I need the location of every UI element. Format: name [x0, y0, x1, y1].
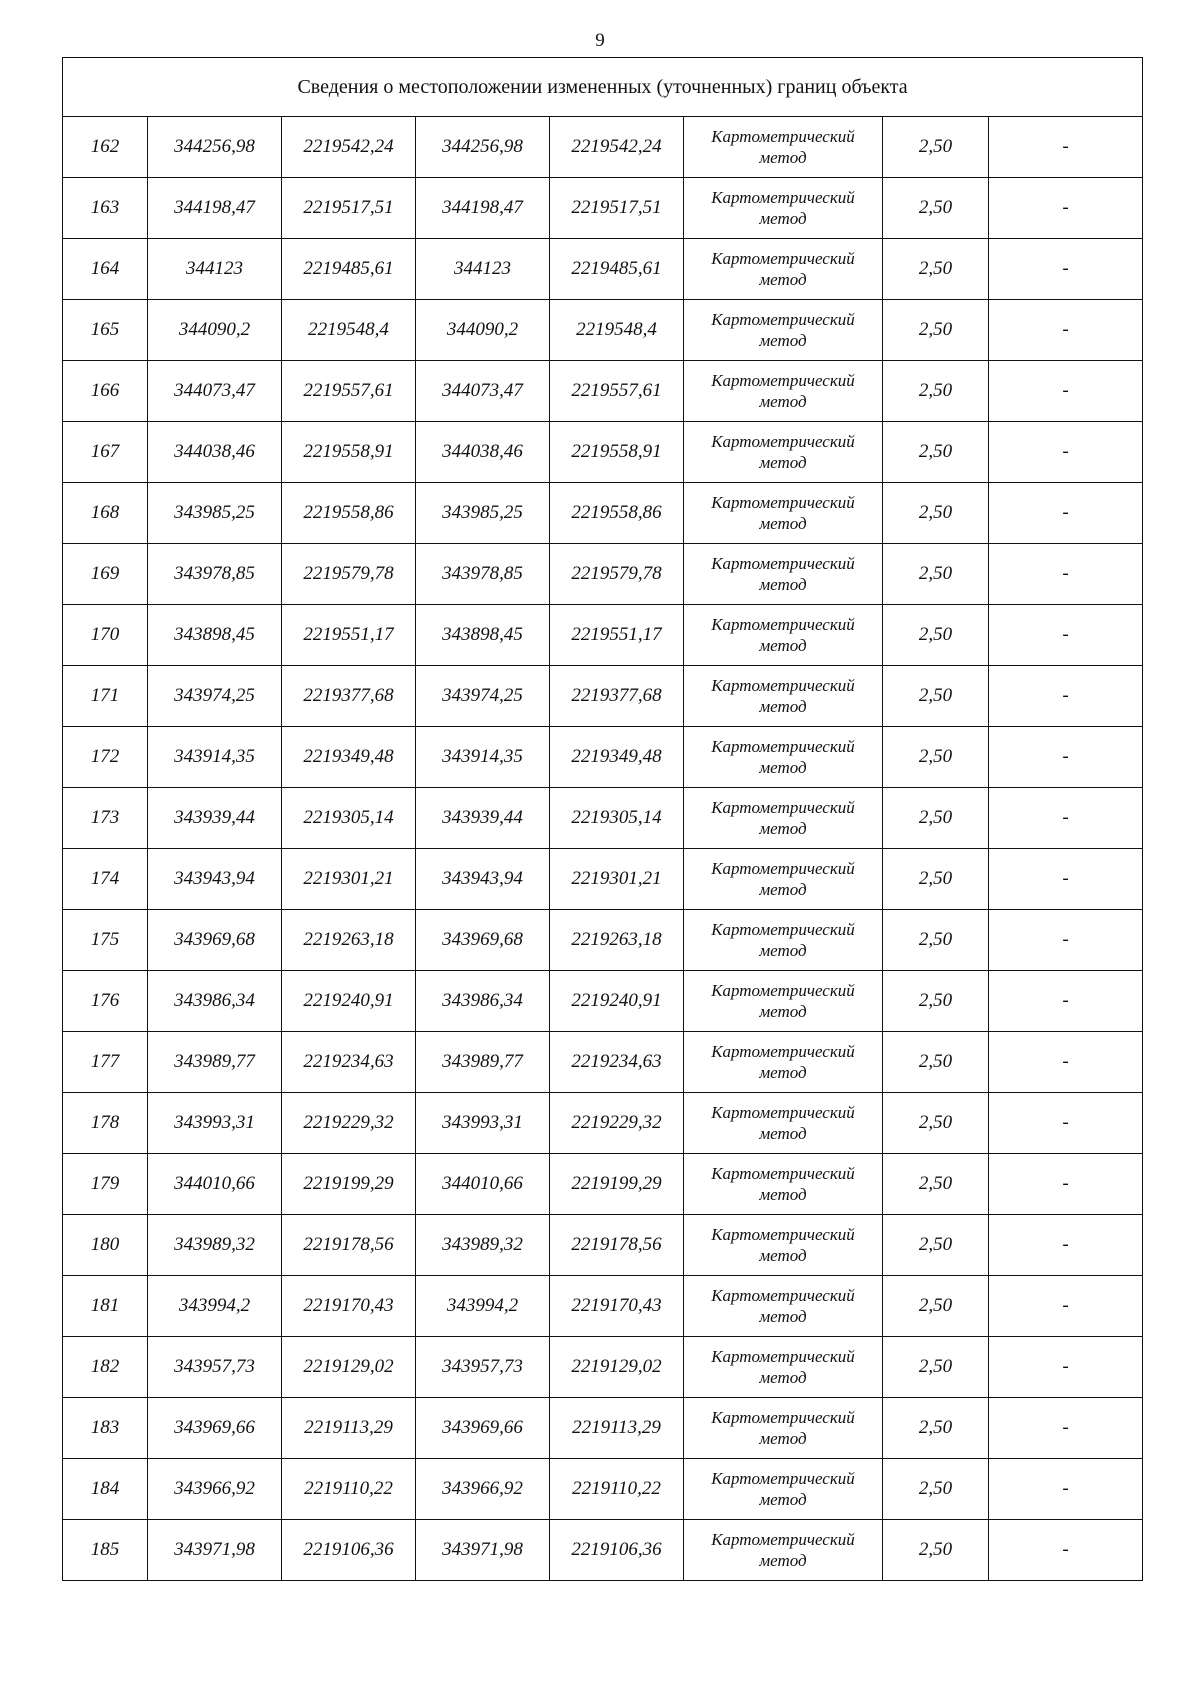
x-new-cell: 343974,25	[416, 666, 550, 727]
table-row	[63, 849, 1143, 910]
x-new-cell: 343989,32	[416, 1215, 550, 1276]
y-new-cell: 2219110,22	[550, 1459, 684, 1520]
y-new-cell: 2219263,18	[550, 910, 684, 971]
x-new-cell: 343978,85	[416, 544, 550, 605]
table-row	[63, 788, 1143, 849]
point-number-cell: 180	[63, 1215, 148, 1276]
x-old-cell: 344038,46	[148, 422, 282, 483]
x-new-cell: 344090,2	[416, 300, 550, 361]
x-new-cell: 344256,98	[416, 117, 550, 178]
method-label-line2: метод	[759, 514, 807, 533]
point-number-cell: 176	[63, 971, 148, 1032]
y-old-cell: 2219199,29	[282, 1154, 416, 1215]
x-old-cell: 344198,47	[148, 178, 282, 239]
method-label-line2: метод	[759, 1246, 807, 1265]
x-old-cell: 343978,85	[148, 544, 282, 605]
method-cell	[684, 1215, 883, 1276]
method-label-line2: метод	[759, 270, 807, 289]
y-new-cell: 2219240,91	[550, 971, 684, 1032]
method-label-line2: метод	[759, 697, 807, 716]
method-label-line1: Картометрический	[711, 554, 855, 573]
x-old-cell: 343898,45	[148, 605, 282, 666]
table-title-row	[63, 58, 1143, 117]
point-number-cell: 170	[63, 605, 148, 666]
method-label-line2: метод	[759, 1185, 807, 1204]
note-cell: -	[989, 1154, 1143, 1215]
accuracy-cell: 2,50	[883, 1398, 989, 1459]
x-old-cell: 343969,66	[148, 1398, 282, 1459]
x-old-cell: 343969,68	[148, 910, 282, 971]
table-row	[63, 1337, 1143, 1398]
table-row	[63, 239, 1143, 300]
method-cell	[684, 361, 883, 422]
y-new-cell: 2219557,61	[550, 361, 684, 422]
x-new-cell: 343994,2	[416, 1276, 550, 1337]
point-number-cell: 185	[63, 1520, 148, 1581]
x-new-cell: 343898,45	[416, 605, 550, 666]
boundary-coordinates-table	[62, 57, 1143, 1581]
method-cell	[684, 910, 883, 971]
note-cell: -	[989, 971, 1143, 1032]
x-new-cell: 344073,47	[416, 361, 550, 422]
table-row	[63, 544, 1143, 605]
x-old-cell: 343971,98	[148, 1520, 282, 1581]
note-cell: -	[989, 666, 1143, 727]
y-old-cell: 2219129,02	[282, 1337, 416, 1398]
table-row	[63, 178, 1143, 239]
y-old-cell: 2219113,29	[282, 1398, 416, 1459]
y-old-cell: 2219551,17	[282, 605, 416, 666]
method-label-line1: Картометрический	[711, 493, 855, 512]
y-old-cell: 2219349,48	[282, 727, 416, 788]
point-number-cell: 167	[63, 422, 148, 483]
method-cell	[684, 1154, 883, 1215]
page-number: 9	[595, 30, 605, 51]
note-cell: -	[989, 483, 1143, 544]
method-label-line2: метод	[759, 941, 807, 960]
method-cell	[684, 971, 883, 1032]
table-row	[63, 1154, 1143, 1215]
point-number-cell: 177	[63, 1032, 148, 1093]
method-label-line1: Картометрический	[711, 920, 855, 939]
method-label-line2: метод	[759, 1429, 807, 1448]
point-number-cell: 181	[63, 1276, 148, 1337]
note-cell: -	[989, 178, 1143, 239]
table-row	[63, 605, 1143, 666]
method-label-line1: Картометрический	[711, 1408, 855, 1427]
note-cell: -	[989, 849, 1143, 910]
x-new-cell: 343939,44	[416, 788, 550, 849]
x-new-cell: 343993,31	[416, 1093, 550, 1154]
point-number-cell: 175	[63, 910, 148, 971]
y-old-cell: 2219305,14	[282, 788, 416, 849]
method-label-line1: Картометрический	[711, 615, 855, 634]
method-label-line1: Картометрический	[711, 1042, 855, 1061]
x-new-cell: 343989,77	[416, 1032, 550, 1093]
point-number-cell: 165	[63, 300, 148, 361]
table-row	[63, 117, 1143, 178]
method-cell	[684, 239, 883, 300]
y-old-cell: 2219548,4	[282, 300, 416, 361]
method-label-line1: Картометрический	[711, 371, 855, 390]
method-label-line1: Картометрический	[711, 188, 855, 207]
y-old-cell: 2219558,86	[282, 483, 416, 544]
x-new-cell: 343966,92	[416, 1459, 550, 1520]
x-old-cell: 343966,92	[148, 1459, 282, 1520]
point-number-cell: 178	[63, 1093, 148, 1154]
y-old-cell: 2219234,63	[282, 1032, 416, 1093]
note-cell: -	[989, 1276, 1143, 1337]
y-old-cell: 2219263,18	[282, 910, 416, 971]
accuracy-cell: 2,50	[883, 1154, 989, 1215]
y-new-cell: 2219548,4	[550, 300, 684, 361]
x-new-cell: 343969,68	[416, 910, 550, 971]
method-label-line2: метод	[759, 1063, 807, 1082]
accuracy-cell: 2,50	[883, 1337, 989, 1398]
method-cell	[684, 1398, 883, 1459]
y-new-cell: 2219129,02	[550, 1337, 684, 1398]
method-label-line2: метод	[759, 453, 807, 472]
method-label-line1: Картометрический	[711, 127, 855, 146]
note-cell: -	[989, 544, 1143, 605]
method-cell	[684, 1032, 883, 1093]
method-label-line1: Картометрический	[711, 1225, 855, 1244]
x-new-cell: 343971,98	[416, 1520, 550, 1581]
table-row	[63, 971, 1143, 1032]
accuracy-cell: 2,50	[883, 1459, 989, 1520]
y-old-cell: 2219485,61	[282, 239, 416, 300]
note-cell: -	[989, 300, 1143, 361]
y-old-cell: 2219542,24	[282, 117, 416, 178]
y-new-cell: 2219199,29	[550, 1154, 684, 1215]
method-cell	[684, 849, 883, 910]
y-new-cell: 2219234,63	[550, 1032, 684, 1093]
x-old-cell: 344010,66	[148, 1154, 282, 1215]
method-cell	[684, 1093, 883, 1154]
y-new-cell: 2219542,24	[550, 117, 684, 178]
table-row	[63, 300, 1143, 361]
method-label-line2: метод	[759, 1002, 807, 1021]
method-label-line1: Картометрический	[711, 798, 855, 817]
y-old-cell: 2219178,56	[282, 1215, 416, 1276]
accuracy-cell: 2,50	[883, 1276, 989, 1337]
method-label-line1: Картометрический	[711, 981, 855, 1000]
method-label-line2: метод	[759, 880, 807, 899]
note-cell: -	[989, 1032, 1143, 1093]
accuracy-cell: 2,50	[883, 178, 989, 239]
accuracy-cell: 2,50	[883, 300, 989, 361]
x-new-cell: 343985,25	[416, 483, 550, 544]
x-old-cell: 343985,25	[148, 483, 282, 544]
y-new-cell: 2219579,78	[550, 544, 684, 605]
note-cell: -	[989, 1337, 1143, 1398]
method-cell	[684, 727, 883, 788]
x-old-cell: 344073,47	[148, 361, 282, 422]
x-old-cell: 344090,2	[148, 300, 282, 361]
method-label-line1: Картометрический	[711, 249, 855, 268]
accuracy-cell: 2,50	[883, 1520, 989, 1581]
method-label-line2: метод	[759, 1490, 807, 1509]
method-cell	[684, 422, 883, 483]
method-label-line2: метод	[759, 1551, 807, 1570]
method-cell	[684, 178, 883, 239]
y-new-cell: 2219178,56	[550, 1215, 684, 1276]
y-old-cell: 2219517,51	[282, 178, 416, 239]
method-cell	[684, 1276, 883, 1337]
accuracy-cell: 2,50	[883, 422, 989, 483]
note-cell: -	[989, 1398, 1143, 1459]
method-label-line1: Картометрический	[711, 1530, 855, 1549]
method-label-line2: метод	[759, 392, 807, 411]
method-cell	[684, 788, 883, 849]
method-label-line2: метод	[759, 575, 807, 594]
y-new-cell: 2219170,43	[550, 1276, 684, 1337]
y-new-cell: 2219485,61	[550, 239, 684, 300]
method-label-line2: метод	[759, 1124, 807, 1143]
accuracy-cell: 2,50	[883, 544, 989, 605]
table-row	[63, 1398, 1143, 1459]
point-number-cell: 174	[63, 849, 148, 910]
point-number-cell: 163	[63, 178, 148, 239]
method-label-line2: метод	[759, 1307, 807, 1326]
table-row	[63, 422, 1143, 483]
y-new-cell: 2219349,48	[550, 727, 684, 788]
y-old-cell: 2219301,21	[282, 849, 416, 910]
x-old-cell: 343986,34	[148, 971, 282, 1032]
y-old-cell: 2219110,22	[282, 1459, 416, 1520]
point-number-cell: 171	[63, 666, 148, 727]
method-label-line1: Картометрический	[711, 1103, 855, 1122]
x-old-cell: 343974,25	[148, 666, 282, 727]
y-old-cell: 2219170,43	[282, 1276, 416, 1337]
method-label-line1: Картометрический	[711, 859, 855, 878]
x-new-cell: 343957,73	[416, 1337, 550, 1398]
y-new-cell: 2219305,14	[550, 788, 684, 849]
x-old-cell: 343993,31	[148, 1093, 282, 1154]
accuracy-cell: 2,50	[883, 1032, 989, 1093]
method-label-line1: Картометрический	[711, 1347, 855, 1366]
table-row	[63, 1032, 1143, 1093]
note-cell: -	[989, 727, 1143, 788]
point-number-cell: 183	[63, 1398, 148, 1459]
point-number-cell: 184	[63, 1459, 148, 1520]
accuracy-cell: 2,50	[883, 788, 989, 849]
accuracy-cell: 2,50	[883, 971, 989, 1032]
y-new-cell: 2219377,68	[550, 666, 684, 727]
x-old-cell: 343989,77	[148, 1032, 282, 1093]
accuracy-cell: 2,50	[883, 666, 989, 727]
y-new-cell: 2219301,21	[550, 849, 684, 910]
method-label-line2: метод	[759, 819, 807, 838]
method-label-line1: Картометрический	[711, 676, 855, 695]
point-number-cell: 182	[63, 1337, 148, 1398]
accuracy-cell: 2,50	[883, 605, 989, 666]
method-label-line1: Картометрический	[711, 1469, 855, 1488]
method-cell	[684, 1337, 883, 1398]
accuracy-cell: 2,50	[883, 117, 989, 178]
x-new-cell: 343969,66	[416, 1398, 550, 1459]
point-number-cell: 162	[63, 117, 148, 178]
point-number-cell: 169	[63, 544, 148, 605]
y-new-cell: 2219113,29	[550, 1398, 684, 1459]
method-label-line1: Картометрический	[711, 432, 855, 451]
note-cell: -	[989, 1520, 1143, 1581]
method-label-line2: метод	[759, 331, 807, 350]
note-cell: -	[989, 1215, 1143, 1276]
method-cell	[684, 483, 883, 544]
accuracy-cell: 2,50	[883, 849, 989, 910]
accuracy-cell: 2,50	[883, 1215, 989, 1276]
x-new-cell: 344010,66	[416, 1154, 550, 1215]
x-old-cell: 343989,32	[148, 1215, 282, 1276]
note-cell: -	[989, 1093, 1143, 1154]
y-old-cell: 2219558,91	[282, 422, 416, 483]
table-row	[63, 361, 1143, 422]
method-label-line1: Картометрический	[711, 1164, 855, 1183]
table-row	[63, 483, 1143, 544]
x-old-cell: 344123	[148, 239, 282, 300]
note-cell: -	[989, 361, 1143, 422]
method-cell	[684, 666, 883, 727]
x-new-cell: 344198,47	[416, 178, 550, 239]
point-number-cell: 166	[63, 361, 148, 422]
table-row	[63, 910, 1143, 971]
method-label-line2: метод	[759, 209, 807, 228]
method-label-line2: метод	[759, 636, 807, 655]
y-old-cell: 2219229,32	[282, 1093, 416, 1154]
method-cell	[684, 544, 883, 605]
x-new-cell: 344038,46	[416, 422, 550, 483]
point-number-cell: 179	[63, 1154, 148, 1215]
y-new-cell: 2219551,17	[550, 605, 684, 666]
table-row	[63, 1215, 1143, 1276]
accuracy-cell: 2,50	[883, 239, 989, 300]
accuracy-cell: 2,50	[883, 361, 989, 422]
x-old-cell: 343957,73	[148, 1337, 282, 1398]
accuracy-cell: 2,50	[883, 1093, 989, 1154]
method-cell	[684, 117, 883, 178]
y-old-cell: 2219106,36	[282, 1520, 416, 1581]
method-cell	[684, 1459, 883, 1520]
x-old-cell: 344256,98	[148, 117, 282, 178]
accuracy-cell: 2,50	[883, 483, 989, 544]
note-cell: -	[989, 1459, 1143, 1520]
x-old-cell: 343914,35	[148, 727, 282, 788]
table-row	[63, 727, 1143, 788]
x-new-cell: 343914,35	[416, 727, 550, 788]
y-new-cell: 2219517,51	[550, 178, 684, 239]
method-label-line2: метод	[759, 148, 807, 167]
accuracy-cell: 2,50	[883, 910, 989, 971]
method-cell	[684, 605, 883, 666]
table-row	[63, 1093, 1143, 1154]
y-new-cell: 2219558,86	[550, 483, 684, 544]
note-cell: -	[989, 605, 1143, 666]
y-new-cell: 2219106,36	[550, 1520, 684, 1581]
table-row	[63, 1459, 1143, 1520]
point-number-cell: 164	[63, 239, 148, 300]
y-old-cell: 2219579,78	[282, 544, 416, 605]
x-old-cell: 343994,2	[148, 1276, 282, 1337]
note-cell: -	[989, 788, 1143, 849]
table-row	[63, 1520, 1143, 1581]
method-cell	[684, 300, 883, 361]
note-cell: -	[989, 239, 1143, 300]
table-title: Сведения о местоположении измененных (уточненных) границ объекта	[63, 58, 1143, 117]
method-label-line2: метод	[759, 1368, 807, 1387]
method-label-line1: Картометрический	[711, 310, 855, 329]
point-number-cell: 173	[63, 788, 148, 849]
method-cell	[684, 1520, 883, 1581]
point-number-cell: 172	[63, 727, 148, 788]
note-cell: -	[989, 422, 1143, 483]
table-row	[63, 666, 1143, 727]
x-new-cell: 343943,94	[416, 849, 550, 910]
note-cell: -	[989, 910, 1143, 971]
table-row	[63, 1276, 1143, 1337]
point-number-cell: 168	[63, 483, 148, 544]
method-label-line1: Картометрический	[711, 1286, 855, 1305]
x-new-cell: 343986,34	[416, 971, 550, 1032]
table-body	[63, 117, 1143, 1581]
y-old-cell: 2219240,91	[282, 971, 416, 1032]
y-old-cell: 2219557,61	[282, 361, 416, 422]
method-label-line2: метод	[759, 758, 807, 777]
y-new-cell: 2219558,91	[550, 422, 684, 483]
x-old-cell: 343939,44	[148, 788, 282, 849]
y-new-cell: 2219229,32	[550, 1093, 684, 1154]
x-old-cell: 343943,94	[148, 849, 282, 910]
note-cell: -	[989, 117, 1143, 178]
method-label-line1: Картометрический	[711, 737, 855, 756]
accuracy-cell: 2,50	[883, 727, 989, 788]
y-old-cell: 2219377,68	[282, 666, 416, 727]
x-new-cell: 344123	[416, 239, 550, 300]
